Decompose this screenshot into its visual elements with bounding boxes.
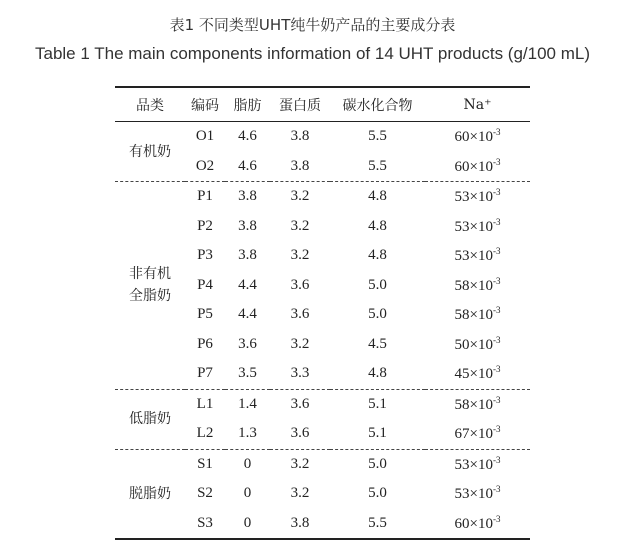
sodium-exponent: -3	[492, 305, 501, 316]
sodium-value: 53×10	[454, 189, 493, 206]
category-label: 有机奶	[129, 143, 171, 160]
sodium-cell	[425, 300, 530, 330]
sodium-value: 58×10	[454, 307, 493, 324]
fat-cell: 4.4	[238, 276, 257, 293]
fat-cell: 1.4	[225, 389, 270, 419]
components-table	[115, 86, 530, 540]
header-code: 编码	[185, 87, 225, 122]
carbohydrate-cell: 5.5	[368, 128, 387, 145]
category-label: 全脂奶	[129, 288, 171, 305]
carbohydrate-cell: 4.8	[368, 217, 387, 234]
fat-cell: 1.3	[238, 425, 257, 442]
carbohydrate-cell: 5.0	[330, 449, 425, 479]
category-label: 低脂奶	[129, 411, 171, 427]
sodium-value: 58×10	[454, 277, 493, 294]
fat-cell: 0	[243, 485, 252, 502]
code-cell: P6	[197, 335, 213, 352]
sodium-cell	[425, 509, 530, 540]
carbohydrate-cell: 5.1	[330, 389, 425, 419]
category-cell	[115, 389, 185, 449]
sodium-exponent: -3	[492, 187, 501, 198]
sodium-cell	[425, 330, 530, 360]
sodium-cell	[425, 479, 530, 509]
fat-cell: 4.6	[238, 128, 257, 145]
sodium-cell	[425, 449, 530, 479]
sodium-cell	[425, 359, 530, 389]
sodium-value: 60×10	[454, 129, 493, 146]
category-label: 非有机	[129, 266, 171, 283]
code-cell: P3	[197, 247, 213, 264]
carbohydrate-cell: 4.5	[368, 335, 387, 352]
carbohydrate-cell: 4.8	[330, 182, 425, 212]
code-cell: S2	[197, 485, 213, 502]
header-sodium: Na⁺	[425, 87, 530, 122]
protein-cell: 3.8	[290, 157, 310, 174]
code-cell: O2	[195, 157, 215, 174]
sodium-exponent: -3	[492, 334, 501, 345]
category-label: 脱脂奶	[129, 485, 171, 502]
header-carbohydrate: 碳水化合物	[330, 87, 425, 122]
protein-cell: 3.2	[270, 182, 330, 212]
sodium-exponent: -3	[492, 394, 501, 405]
sodium-exponent: -3	[492, 156, 501, 167]
fat-cell: 4.6	[238, 157, 257, 174]
carbohydrate-cell: 5.0	[368, 276, 387, 293]
protein-cell: 3.2	[290, 217, 310, 234]
code-cell: P7	[197, 365, 213, 382]
protein-cell: 3.6	[270, 389, 330, 419]
protein-cell: 3.6	[290, 425, 310, 442]
fat-cell: 3.8	[238, 217, 257, 234]
sodium-value: 53×10	[454, 456, 493, 473]
sodium-exponent: -3	[492, 454, 501, 465]
table-row	[115, 182, 530, 212]
table-header	[115, 87, 530, 122]
header-protein: 蛋白质	[270, 87, 330, 122]
header-category: 品类	[115, 87, 185, 122]
header-fat: 脂肪	[225, 87, 270, 122]
carbohydrate-cell: 5.5	[368, 157, 387, 174]
code-cell: P4	[197, 276, 213, 293]
sodium-exponent: -3	[492, 364, 501, 375]
fat-cell: 0	[243, 514, 252, 531]
table-row	[115, 389, 530, 419]
protein-cell: 3.2	[290, 335, 310, 352]
table-caption-english: Table 1 The main components information of 14 UHT products (g/100 mL)	[35, 44, 590, 63]
carbohydrate-cell: 5.0	[368, 306, 387, 323]
sodium-value: 53×10	[454, 486, 493, 503]
code-cell: P2	[197, 217, 213, 234]
sodium-value: 50×10	[454, 336, 493, 353]
sodium-cell	[425, 122, 530, 152]
code-cell: L2	[196, 425, 214, 442]
code-cell: L1	[185, 389, 225, 419]
table-row	[115, 449, 530, 479]
sodium-cell	[425, 419, 530, 449]
protein-cell: 3.8	[290, 514, 310, 531]
sodium-exponent: -3	[492, 127, 501, 138]
sodium-cell	[425, 152, 530, 182]
sodium-exponent: -3	[492, 484, 501, 495]
protein-cell: 3.6	[290, 276, 310, 293]
fat-cell: 3.8	[238, 247, 257, 264]
protein-cell: 3.2	[290, 485, 310, 502]
table-row	[115, 122, 530, 152]
sodium-value: 45×10	[454, 366, 493, 383]
category-cell	[115, 122, 185, 182]
category-cell	[115, 449, 185, 539]
carbohydrate-cell: 5.5	[368, 514, 387, 531]
sodium-value: 53×10	[454, 248, 493, 265]
code-cell: P1	[185, 182, 225, 212]
code-cell: O1	[195, 128, 215, 145]
sodium-exponent: -3	[492, 216, 501, 227]
sodium-value: 67×10	[454, 426, 493, 443]
code-cell: P5	[197, 306, 213, 323]
header-row	[115, 87, 530, 122]
sodium-cell	[425, 389, 530, 419]
sodium-exponent: -3	[492, 275, 501, 286]
code-cell: S1	[185, 449, 225, 479]
fat-cell: 0	[225, 449, 270, 479]
sodium-exponent: -3	[492, 246, 501, 257]
table-body	[115, 122, 530, 540]
sodium-value: 53×10	[454, 218, 493, 235]
sodium-cell	[425, 241, 530, 271]
sodium-value: 60×10	[454, 158, 493, 175]
sodium-exponent: -3	[492, 424, 501, 435]
protein-cell: 3.6	[290, 306, 310, 323]
sodium-cell	[425, 182, 530, 212]
protein-cell: 3.2	[270, 449, 330, 479]
sodium-cell	[425, 271, 530, 301]
carbohydrate-cell: 5.0	[368, 485, 387, 502]
carbohydrate-cell: 4.8	[368, 247, 387, 264]
sodium-value: 60×10	[454, 515, 493, 532]
table-caption-chinese: 表1 不同类型UHT纯牛奶产品的主要成分表	[169, 16, 456, 34]
sodium-cell	[425, 212, 530, 242]
fat-cell: 4.4	[238, 306, 257, 323]
code-cell: S3	[197, 514, 213, 531]
protein-cell: 3.3	[290, 365, 310, 382]
carbohydrate-cell: 5.1	[368, 425, 387, 442]
protein-cell: 3.8	[290, 128, 310, 145]
fat-cell: 3.5	[238, 365, 257, 382]
fat-cell: 3.8	[225, 182, 270, 212]
sodium-value: 58×10	[454, 396, 493, 413]
category-cell	[115, 182, 185, 390]
protein-cell: 3.2	[290, 247, 310, 264]
carbohydrate-cell: 4.8	[368, 365, 387, 382]
fat-cell: 3.6	[238, 335, 257, 352]
sodium-exponent: -3	[492, 513, 501, 524]
